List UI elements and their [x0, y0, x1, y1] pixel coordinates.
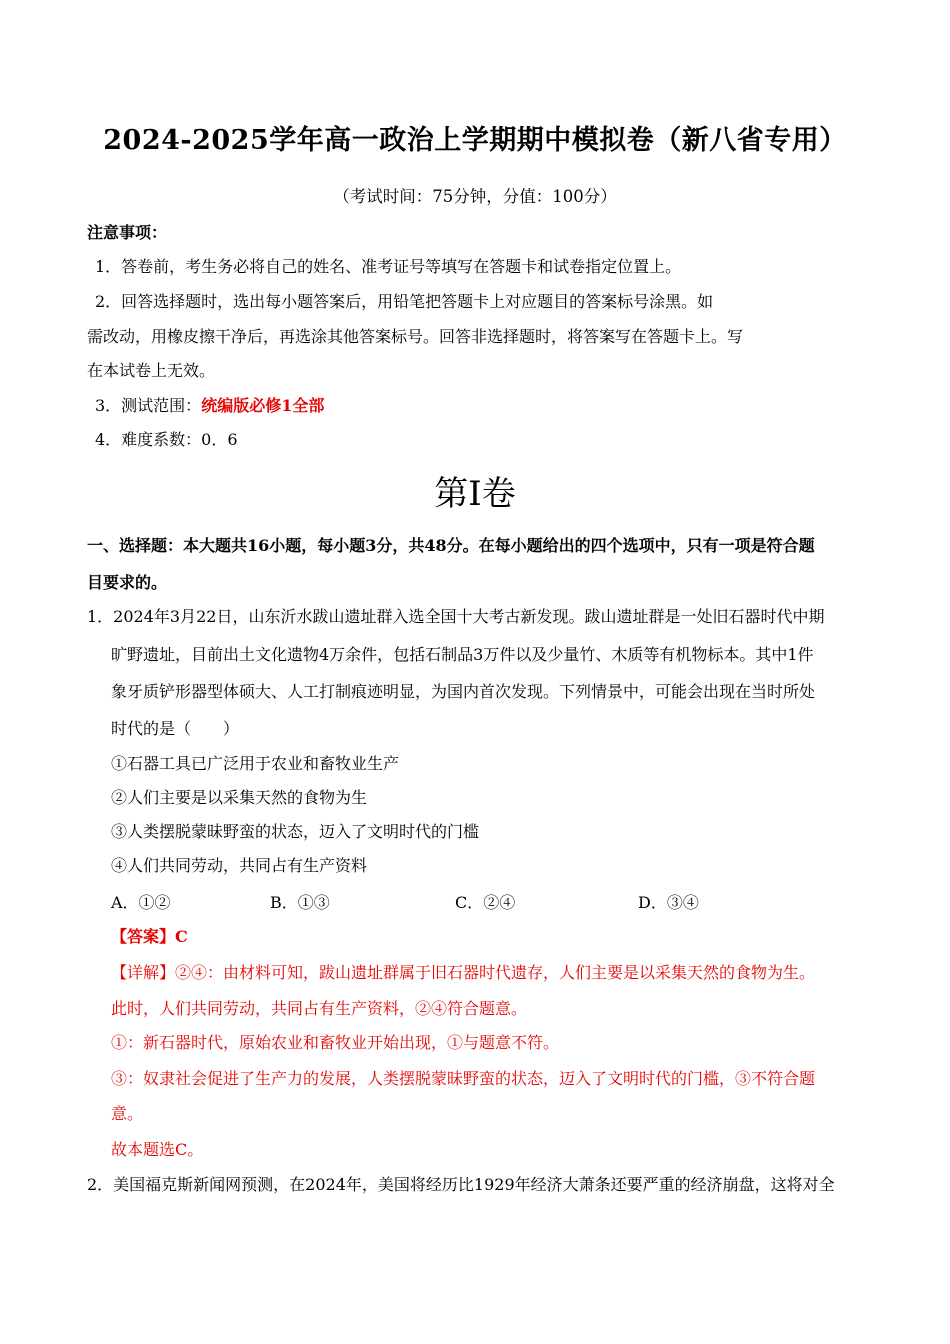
question-1-explanation-line-5: 意。	[111, 1104, 144, 1123]
test-scope-value: 统编版必修1全部	[201, 396, 325, 415]
question-1-explanation-line-1: 【详解】②④：由材料可知，跋山遗址群属于旧石器时代遗存，人们主要是以采集天然的食物为生。	[111, 963, 816, 982]
question-1-option-c: C．②④	[455, 893, 516, 912]
question-1-option-b: B．①③	[270, 893, 330, 912]
note-item-2-line-1: 2．回答选择题时，选出每小题答案后，用铅笔把答题卡上对应题目的答案标号涂黑。如	[95, 292, 714, 311]
exam-title: 2024-2025学年高一政治上学期期中模拟卷（新八省专用）	[103, 125, 847, 156]
question-1-explanation-line-3: ①：新石器时代，原始农业和畜牧业开始出现，①与题意不符。	[111, 1033, 560, 1052]
note-item-1: 1．答卷前，考生务必将自己的姓名、准考证号等填写在答题卡和试卷指定位置上。	[95, 257, 682, 276]
question-1-option-a: A．①②	[111, 893, 171, 912]
note-item-2-line-2: 需改动，用橡皮擦干净后，再选涂其他答案标号。回答非选择题时，将答案写在答题卡上。写	[87, 327, 744, 346]
question-1-statement-2: ②人们主要是以采集天然的食物为生	[111, 788, 368, 807]
question-1-statement-4: ④人们共同劳动，共同占有生产资料	[111, 856, 368, 875]
question-1-option-d: D．③④	[638, 893, 699, 912]
section-title: 第Ⅰ卷	[434, 474, 516, 514]
note-item-3	[95, 396, 324, 416]
section-instructions-line-1: 一、选择题：本大题共16小题，每小题3分，共48分。在每小题给出的四个选项中，只有一项是符合题	[87, 536, 815, 555]
question-2-stem-line-1: 2．美国福克斯新闻网预测，在2024年，美国将经历比1929年经济大萧条还要严重的经济崩盘，这将对全	[87, 1175, 835, 1194]
question-1-statement-3: ③人类摆脱蒙昧野蛮的状态，迈入了文明时代的门槛	[111, 822, 480, 841]
question-1-explanation-line-4: ③：奴隶社会促进了生产力的发展，人类摆脱蒙昧野蛮的状态，迈入了文明时代的门槛，③不符合题	[111, 1069, 816, 1088]
section-instructions-line-2: 目要求的。	[87, 573, 168, 592]
question-1-stem-line-3: 象牙质铲形器型体硕大、人工打制痕迹明显，为国内首次发现。下列情景中，可能会出现在当时所处	[111, 682, 816, 701]
question-1-explanation-line-6: 故本题选C。	[111, 1140, 204, 1159]
question-1-explanation-line-2: 此时，人们共同劳动，共同占有生产资料，②④符合题意。	[111, 999, 528, 1018]
question-1-stem-line-2: 旷野遗址，目前出土文化遗物4万余件，包括石制品3万件以及少量竹、木质等有机物标本。其中1件	[111, 645, 814, 664]
note-item-3-label: 3．测试范围：	[95, 396, 202, 415]
question-1-answer: 【答案】C	[111, 927, 188, 946]
notes-heading: 注意事项：	[87, 223, 168, 242]
question-1-stem-line-1: 1．2024年3月22日，山东沂水跋山遗址群入选全国十大考古新发现。跋山遗址群是一处旧石器时代中期	[87, 607, 825, 626]
note-item-2-line-3: 在本试卷上无效。	[87, 361, 216, 380]
question-1-statement-1: ①石器工具已广泛用于农业和畜牧业生产	[111, 754, 400, 773]
question-1-stem-line-4: 时代的是（ ）	[111, 719, 240, 738]
note-item-4: 4．难度系数：0．6	[95, 430, 238, 449]
exam-duration-score: （考试时间：75分钟，分值：100分）	[333, 187, 617, 206]
